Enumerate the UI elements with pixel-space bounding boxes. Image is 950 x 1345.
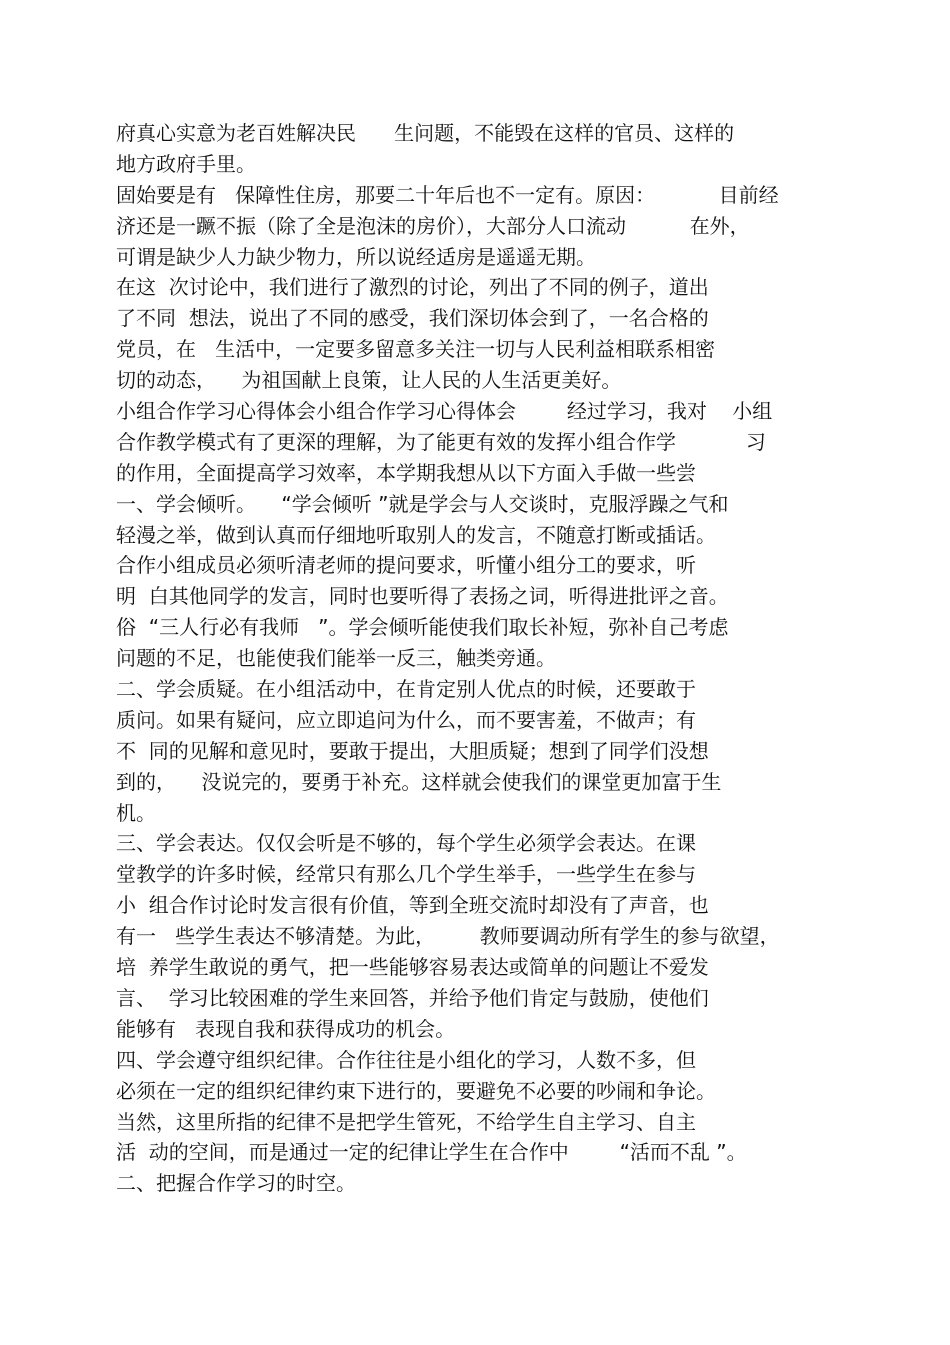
text-line: 小组合作学习心得体会小组合作学习心得体会 经过学习，我对 小组: [116, 399, 773, 424]
text-line: 在这 次讨论中，我们进行了激烈的讨论，列出了不同的例子，道出: [116, 275, 709, 300]
text-line: 合作小组成员必须听清老师的提问要求，听懂小组分工的要求，听: [116, 553, 696, 578]
text-line: 能够有 表现自我和获得成功的机会。: [116, 1016, 456, 1041]
text-line: 的作用，全面提高学习效率，本学期我想从以下方面入手做一些尝: [116, 460, 696, 485]
text-line: 可谓是缺少人力缺少物力，所以说经适房是遥遥无期。: [116, 244, 596, 269]
text-line: 堂教学的许多时候，经常只有那么几个学生举手，一些学生在参与: [116, 862, 696, 887]
text-line: 培 养学生敢说的勇气，把一些能够容易表达或简单的问题让不爱发: [116, 955, 709, 980]
text-line: 必须在一定的组织纪律约束下进行的，要避免不必要的吵闹和争论。: [116, 1078, 716, 1103]
document-body: [116, 118, 836, 1199]
text-line: 言、 学习比较困难的学生来回答，并给予他们肯定与鼓励，使他们: [116, 985, 709, 1010]
text-line: 到的， 没说完的，要勇于补充。这样就会使我们的课堂更加富于生: [116, 769, 722, 794]
text-line: 济还是一蹶不振（除了全是泡沫的房价），大部分人口流动 在外，: [116, 213, 750, 238]
text-line: 质问。如果有疑问，应立即追问为什么，而不要害羞，不做声；有: [116, 707, 696, 732]
text-line: 府真心实意为老百姓解决民 生问题，不能毁在这样的官员、这样的: [116, 121, 735, 145]
text-line: 固始要是有 保障性住房，那要二十年后也不一定有。原因： 目前经: [116, 182, 779, 207]
text-line: 不 同的见解和意见时，要敢于提出，大胆质疑；想到了同学们没想: [116, 738, 709, 763]
text-line: 一、学会倾听。 “学会倾听 ”就是学会与人交谈时，克服浮躁之气和: [116, 491, 729, 516]
text-line: 有一 些学生表达不够清楚。为此， 教师要调动所有学生的参与欲望，: [116, 924, 780, 949]
text-line: 党员，在 生活中，一定要多留意多关注一切与人民利益相联系相密: [116, 337, 716, 362]
text-line: 二、学会质疑。在小组活动中，在肯定别人优点的时候，还要敢于: [116, 677, 696, 702]
text-line: 问题的不足，也能使我们能举一反三，触类旁通。: [116, 646, 556, 671]
text-line: 俗 “三人行必有我师 ”。学会倾听能使我们取长补短，弥补自己考虑: [116, 615, 729, 640]
text-line: 当然，这里所指的纪律不是把学生管死，不给学生自主学习、自主: [116, 1109, 696, 1134]
text-line: 合作教学模式有了更深的理解，为了能更有效的发挥小组合作学 习: [116, 429, 766, 454]
text-line: 活 动的空间，而是通过一定的纪律让学生在合作中 “活而不乱 ”。: [116, 1140, 747, 1165]
text-line: 地方政府手里。: [116, 151, 256, 176]
text-line: 明 白其他同学的发言，同时也要听得了表扬之词，听得进批评之音。: [116, 584, 729, 609]
text-line: 切的动态， 为祖国献上良策，让人民的人生活更美好。: [116, 368, 622, 393]
text-line: 三、学会表达。仅仅会听是不够的，每个学生必须学会表达。在课: [116, 831, 696, 856]
text-line: 小 组合作讨论时发言很有价值，等到全班交流时却没有了声音，也: [116, 893, 709, 918]
text-line: 机。: [116, 800, 156, 825]
text-line: 四、学会遵守组织纪律。合作往往是小组化的学习，人数不多，但: [116, 1047, 696, 1072]
text-line: 二、把握合作学习的时空。: [116, 1171, 356, 1196]
text-line: 了不同 想法，说出了不同的感受，我们深切体会到了，一名合格的: [116, 306, 709, 331]
text-line: 轻漫之举，做到认真而仔细地听取别人的发言，不随意打断或插话。: [116, 522, 716, 547]
